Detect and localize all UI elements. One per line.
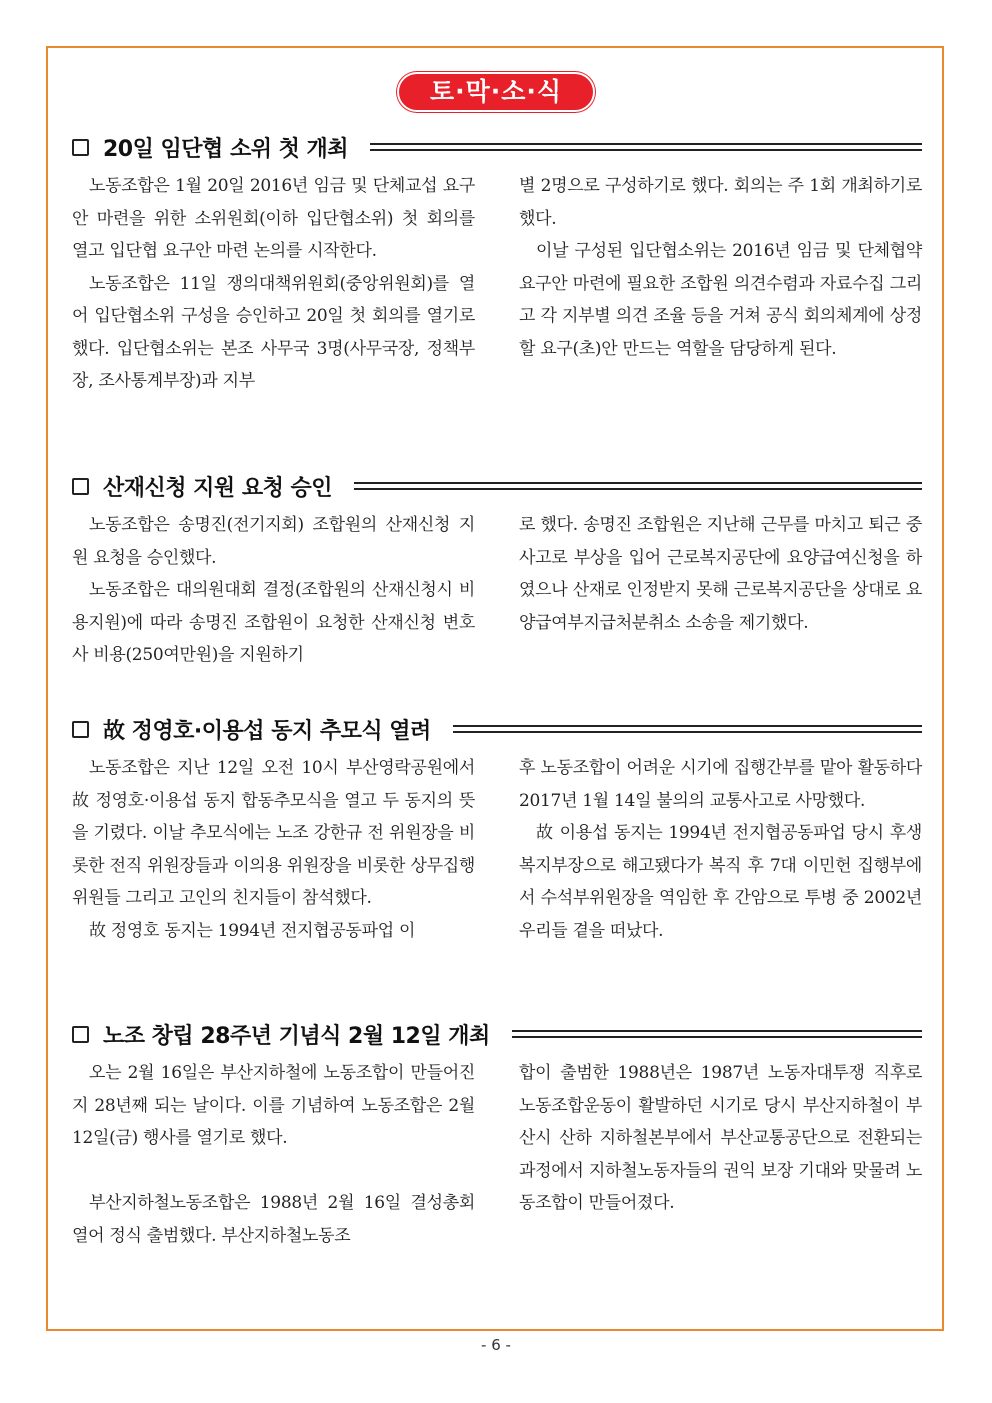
left-column xyxy=(72,1057,475,1252)
heading-text: 산재신청 지원 요청 승인 xyxy=(103,475,332,501)
section-heading xyxy=(72,1017,922,1051)
news-section-1 xyxy=(72,130,922,398)
news-section-3 xyxy=(72,712,922,947)
page-number: - 6 - xyxy=(481,1336,511,1354)
paragraph: 노동조합은 대의원대회 결정(조합원의 산재신청시 비용지원)에 따라 송명진 조합원이 요청한 산재신청 변호사 비용(250여만원)을 지원하기 xyxy=(72,580,475,665)
heading-rule xyxy=(370,143,922,151)
heading-rule xyxy=(453,725,922,733)
paragraph: 합이 출범한 1988년은 1987년 노동자대투쟁 직후로 노동조합운동이 활발하던 시기로 당시 부산지하철이 부산시 산하 지하철본부에서 부산교통공단으로 전환되는 과정에서 지하철노동자들의 권익 보장 기대와 맞물려 노동조합이 만들어졌다. xyxy=(519,1063,922,1213)
heading-rule xyxy=(512,1030,922,1038)
heading-text: 故 정영호·이용섭 동지 추모식 열려 xyxy=(103,718,431,744)
paragraph: 후 노동조합이 어려운 시기에 집행간부를 맡아 활동하다 2017년 1월 14일 불의의 교통사고로 사망했다. xyxy=(519,758,922,811)
paragraph: 부산지하철노동조합은 1988년 2월 16일 결성총회 열어 정식 출범했다. 부산지하철노동조 xyxy=(72,1193,475,1246)
section-heading xyxy=(72,130,922,164)
right-column xyxy=(519,1057,922,1252)
left-column xyxy=(72,509,475,672)
right-column xyxy=(519,509,922,672)
paragraph: 로 했다. 송명진 조합원은 지난해 근무를 마치고 퇴근 중 사고로 부상을 입어 근로복지공단에 요양급여신청을 하였으나 산재로 인정받지 못해 근로복지공단을 상대로 요양급여부지급처분취소 소송을 제기했다. xyxy=(519,515,922,633)
news-section-4 xyxy=(72,1017,922,1252)
checkbox-icon xyxy=(72,721,89,738)
paragraph: 노동조합은 11일 쟁의대책위원회(중앙위원회)를 열어 입단협소위 구성을 승인하고 20일 첫 회의를 열기로 했다. 입단협소위는 본조 사무국 3명(사무국장, 정책부장, 조사통계부장)과 지부 xyxy=(72,273,475,391)
heading-text: 노조 창립 28주년 기념식 2월 12일 개최 xyxy=(103,1023,490,1049)
paragraph: 노동조합은 송명진(전기지회) 조합원의 산재신청 지원 요청을 승인했다. xyxy=(72,515,475,568)
right-column xyxy=(519,752,922,947)
paragraph: 이날 구성된 입단협소위는 2016년 임금 및 단체협약 요구안 마련에 필요한 조합원 의견수렴과 자료수집 그리고 각 지부별 의견 조율 등을 거쳐 공식 회의체계에 상정할 요구(초)안 만드는 역할을 담당하게 된다. xyxy=(519,241,922,359)
section-heading xyxy=(72,469,922,503)
left-column xyxy=(72,170,475,398)
checkbox-icon xyxy=(72,1026,89,1043)
heading-text: 20일 임단협 소위 첫 개최 xyxy=(103,136,349,162)
paragraph: 노동조합은 1월 20일 2016년 임금 및 단체교섭 요구안 마련을 위한 소위원회(이하 입단협소위) 첫 회의를 열고 입단협 요구안 마련 논의를 시작한다. xyxy=(72,176,475,261)
paragraph: 故 정영호 동지는 1994년 전지협공동파업 이 xyxy=(89,920,416,941)
right-column xyxy=(519,170,922,398)
section-heading xyxy=(72,712,922,746)
checkbox-icon xyxy=(72,139,89,156)
left-column xyxy=(72,752,475,947)
section-banner: 토·막·소·식 xyxy=(397,72,595,112)
heading-rule xyxy=(354,482,922,490)
checkbox-icon xyxy=(72,478,89,495)
news-section-2 xyxy=(72,469,922,672)
paragraph: 노동조합은 지난 12일 오전 10시 부산영락공원에서 故 정영호·이용섭 동지 합동추모식을 열고 두 동지의 뜻을 기렸다. 이날 추모식에는 노조 강한규 전 위원장을 비롯한 전직 위원장들과 이의용 위원장을 비롯한 상무집행위원들 그리고 고인의 친지들이 참석했다. xyxy=(72,758,475,908)
paragraph: 오는 2월 16일은 부산지하철에 노동조합이 만들어진지 28년째 되는 날이다. 이를 기념하여 노동조합은 2월 12일(금) 행사를 열기로 했다. xyxy=(72,1063,475,1148)
paragraph: 故 이용섭 동지는 1994년 전지협공동파업 당시 후생복지부장으로 해고됐다가 복직 후 7대 이민헌 집행부에서 수석부위원장을 역임한 후 간암으로 투병 중 2002년 우리들 곁을 떠났다. xyxy=(519,823,922,941)
paragraph: 별 2명으로 구성하기로 했다. 회의는 주 1회 개최하기로 했다. xyxy=(519,176,922,229)
